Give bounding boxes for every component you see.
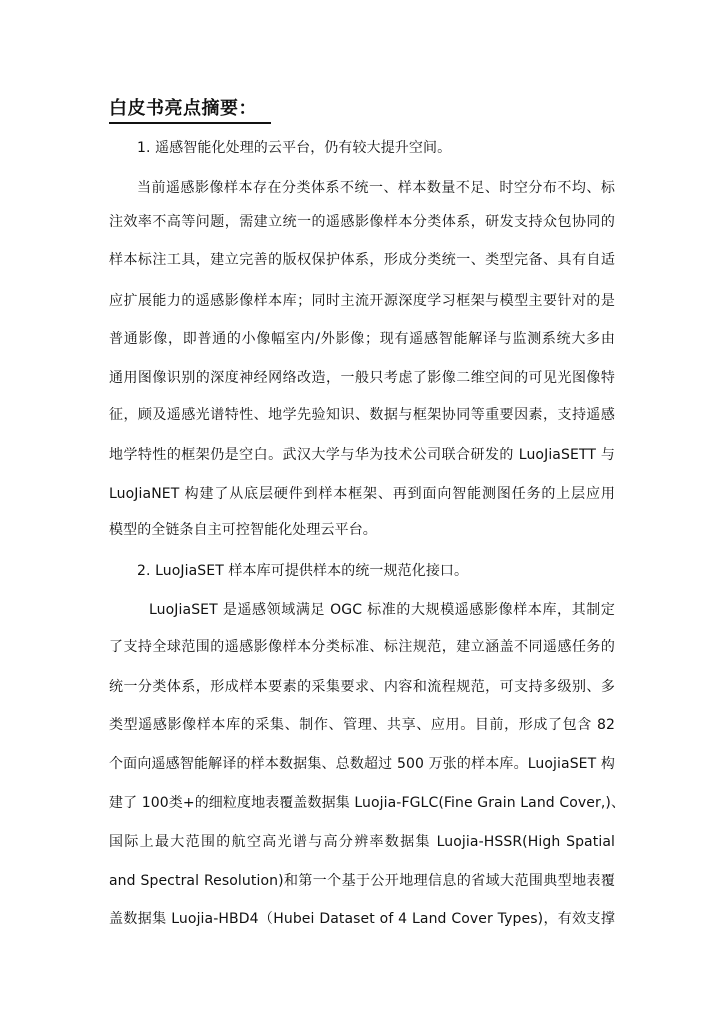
paragraph-line: 样本标注工具，建立完善的版权保护体系，形成分类统一、类型完备、具有自适 (109, 252, 615, 268)
paragraph-line: 盖数据集 Luojia-HBD4（Hubei Dataset of 4 Land Cover Types)，有效支撑 (109, 911, 615, 927)
paragraph-line: 了支持全球范围的遥感影像样本分类标准、标注规范，建立涵盖不同遥感任务的 (109, 639, 615, 655)
paragraph-line: 统一分类体系，形成样本要素的采集要求、内容和流程规范，可支持多级别、多 (109, 679, 615, 695)
paragraph-line: LuoJiaNET 构建了从底层硬件到样本框架、再到面向智能测图任务的上层应用 (109, 486, 615, 502)
paragraph-line: 个面向遥感智能解译的样本数据集、总数超过 500 万张的样本库。LuojiaSET 构 (109, 756, 615, 772)
paragraph-line: 类型遥感影像样本库的采集、制作、管理、共享、应用。目前，形成了包含 82 (109, 717, 615, 733)
paragraph-line: 当前遥感影像样本存在分类体系不统一、样本数量不足、时空分布不均、标 (137, 180, 615, 196)
paragraph-line: 征，顾及遥感光谱特性、地学先验知识、数据与框架协同等重要因素，支持遥感 (109, 407, 615, 423)
section-1-title: 1. 遥感智能化处理的云平台，仍有较大提升空间。 (137, 140, 452, 156)
paragraph-line: 模型的全链条自主可控智能化处理云平台。 (109, 522, 377, 538)
paragraph-line: 注效率不高等问题，需建立统一的遥感影像样本分类体系，研发支持众包协同的 (109, 214, 615, 230)
paragraph-line: LuoJiaSET 是遥感领域满足 OGC 标准的大规模遥感影像样本库，其制定 (149, 602, 615, 618)
paragraph-line: 普通影像，即普通的小像幅室内/外影像；现有遥感智能解译与监测系统大多由 (109, 331, 615, 347)
paragraph-line: 建了 100类+的细粒度地表覆盖数据集 Luojia-FGLC(Fine Grain Land Cover,)、 (109, 795, 626, 811)
paragraph-line: 通用图像识别的深度神经网络改造，一般只考虑了影像二维空间的可见光图像特 (109, 370, 615, 386)
paragraph-line: 应扩展能力的遥感影像样本库；同时主流开源深度学习框架与模型主要针对的是 (109, 293, 615, 309)
page-title-text: 白皮书亮点摘要： (109, 98, 257, 119)
paragraph-line: 地学特性的框架仍是空白。武汉大学与华为技术公司联合研发的 LuoJiaSETT 与 (109, 447, 615, 463)
page-title (109, 96, 271, 124)
paragraph-line: 国际上最大范围的航空高光谱与高分辨率数据集 Luojia-HSSR(High Spatial (109, 834, 615, 850)
paragraph-line: and Spectral Resolution)和第一个基于公开地理信息的省域大范围典型地表覆 (109, 873, 615, 889)
section-2-title: 2. LuoJiaSET 样本库可提供样本的统一规范化接口。 (137, 563, 469, 579)
